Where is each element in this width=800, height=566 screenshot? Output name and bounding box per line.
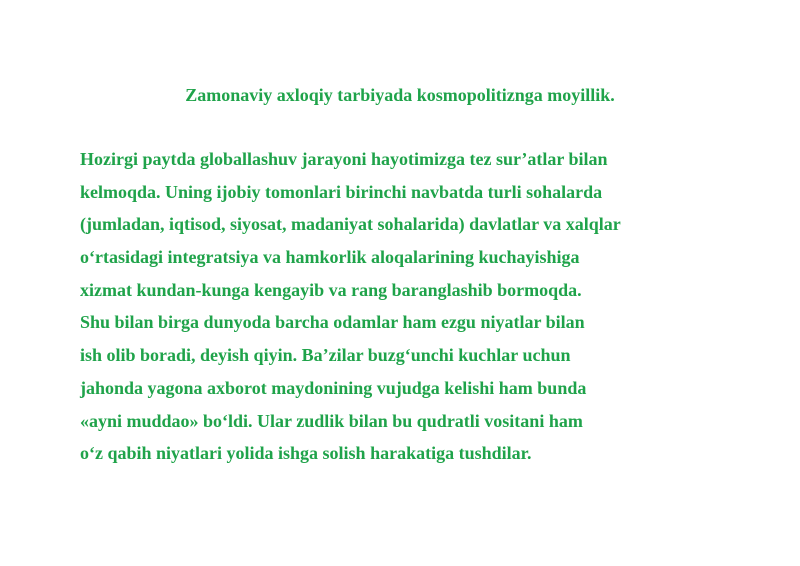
paragraph-line: jahonda yagona axborot maydonining vujudga kelishi ham bunda bbox=[80, 377, 587, 398]
paragraph-line: Hozirgi paytda globallashuv jarayoni hayotimizga tez sur’atlar bilan bbox=[80, 149, 608, 169]
paragraph-line: (jumladan, iqtisod, siyosat, madaniyat sohalarida) davlatlar va xalqlar bbox=[80, 214, 621, 235]
paragraph-line: kelmoqda. Uning ijobiy tomonlari birinchi navbatda turli sohalarda bbox=[80, 181, 603, 202]
document-title: Zamonaviy axloqiy tarbiyada kosmopolitiznga moyillik. bbox=[185, 85, 615, 105]
document-body bbox=[80, 147, 720, 474]
paragraph-line: ish olib boradi, deyish qiyin. Ba’zilar buzg‘unchi kuchlar uchun bbox=[80, 345, 571, 366]
paragraph-line: Shu bilan birga dunyoda barcha odamlar ham ezgu niyatlar bilan bbox=[80, 312, 585, 333]
paragraph-line: «ayni muddao» bo‘ldi. Ular zudlik bilan bu qudratli vositani ham bbox=[80, 410, 583, 431]
paragraph-line: xizmat kundan-kunga kengayib va rang baranglashib bormoqda. bbox=[80, 279, 582, 300]
paragraph-line: o‘z qabih niyatlari yolida ishga solish harakatiga tushdilar. bbox=[80, 443, 532, 464]
paragraph-line: o‘rtasidagi integratsiya va hamkorlik aloqalarining kuchayishiga bbox=[80, 247, 580, 268]
